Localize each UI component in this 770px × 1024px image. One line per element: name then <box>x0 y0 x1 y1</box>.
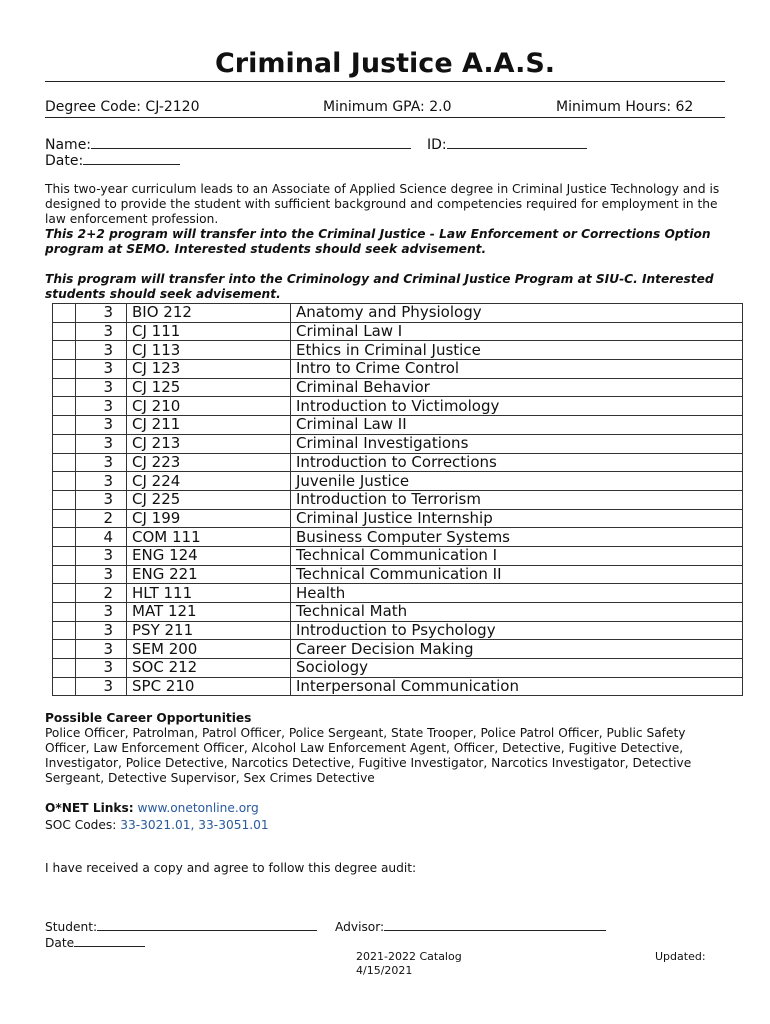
course-code: CJ 223 <box>127 453 291 472</box>
course-code: CJ 210 <box>127 397 291 416</box>
course-check-cell[interactable] <box>53 528 76 547</box>
course-title: Interpersonal Communication <box>291 677 743 696</box>
id-field[interactable] <box>427 135 587 154</box>
onet-label: O*NET Links: <box>45 801 134 815</box>
course-check-cell[interactable] <box>53 304 76 323</box>
course-code: ENG 124 <box>127 546 291 565</box>
catalog-year: 2021-2022 Catalog <box>356 950 462 963</box>
course-row <box>53 509 743 528</box>
course-check-cell[interactable] <box>53 472 76 491</box>
course-row <box>53 565 743 584</box>
updated-label: Updated: <box>655 950 706 963</box>
course-code: HLT 111 <box>127 584 291 603</box>
course-code: CJ 113 <box>127 341 291 360</box>
course-hours: 3 <box>76 640 127 659</box>
course-title: Intro to Crime Control <box>291 360 743 379</box>
signature-date-label: Date <box>45 936 75 950</box>
course-code: SPC 210 <box>127 677 291 696</box>
id-label: ID: <box>427 137 447 153</box>
course-code: CJ 199 <box>127 509 291 528</box>
course-check-cell[interactable] <box>53 360 76 379</box>
course-check-cell[interactable] <box>53 378 76 397</box>
course-row <box>53 360 743 379</box>
course-code: CJ 224 <box>127 472 291 491</box>
course-check-cell[interactable] <box>53 584 76 603</box>
course-check-cell[interactable] <box>53 322 76 341</box>
course-hours: 3 <box>76 360 127 379</box>
course-code: CJ 213 <box>127 434 291 453</box>
catalog-date: 4/15/2021 <box>356 964 413 977</box>
course-title: Criminal Law II <box>291 416 743 435</box>
course-hours: 3 <box>76 659 127 678</box>
signature-date[interactable] <box>45 933 145 951</box>
course-row <box>53 304 743 323</box>
course-title: Criminal Law I <box>291 322 743 341</box>
course-title: Introduction to Terrorism <box>291 490 743 509</box>
course-row <box>53 640 743 659</box>
course-title: Anatomy and Physiology <box>291 304 743 323</box>
course-title: Career Decision Making <box>291 640 743 659</box>
course-hours: 3 <box>76 490 127 509</box>
course-title: Introduction to Psychology <box>291 621 743 640</box>
course-title: Health <box>291 584 743 603</box>
course-code: CJ 225 <box>127 490 291 509</box>
info-divider <box>45 117 725 118</box>
course-check-cell[interactable] <box>53 565 76 584</box>
course-code: BIO 212 <box>127 304 291 323</box>
course-code: ENG 221 <box>127 565 291 584</box>
course-check-cell[interactable] <box>53 640 76 659</box>
course-code: COM 111 <box>127 528 291 547</box>
soc-codes-link[interactable]: 33-3021.01, 33-3051.01 <box>120 818 269 832</box>
course-hours: 3 <box>76 378 127 397</box>
course-hours: 3 <box>76 322 127 341</box>
course-row <box>53 621 743 640</box>
course-check-cell[interactable] <box>53 416 76 435</box>
course-code: CJ 123 <box>127 360 291 379</box>
onet-link[interactable]: www.onetonline.org <box>137 801 259 815</box>
course-title: Ethics in Criminal Justice <box>291 341 743 360</box>
course-title: Technical Math <box>291 603 743 622</box>
course-title: Introduction to Corrections <box>291 453 743 472</box>
course-check-cell[interactable] <box>53 453 76 472</box>
signature-date-line <box>74 933 145 947</box>
semo-transfer-note: This 2+2 program will transfer into the Criminal Justice - Law Enforcement or Corrections Option program at SEMO. Interested students should seek advisement. <box>45 227 711 256</box>
course-title: Sociology <box>291 659 743 678</box>
name-line <box>91 135 411 149</box>
course-hours: 3 <box>76 434 127 453</box>
advisor-line <box>384 917 606 931</box>
course-check-cell[interactable] <box>53 546 76 565</box>
course-hours: 3 <box>76 546 127 565</box>
course-hours: 3 <box>76 341 127 360</box>
course-row <box>53 322 743 341</box>
course-code: SOC 212 <box>127 659 291 678</box>
course-row <box>53 603 743 622</box>
course-hours: 3 <box>76 416 127 435</box>
course-check-cell[interactable] <box>53 341 76 360</box>
course-hours: 3 <box>76 304 127 323</box>
course-check-cell[interactable] <box>53 490 76 509</box>
course-title: Juvenile Justice <box>291 472 743 491</box>
course-code: SEM 200 <box>127 640 291 659</box>
onet-row <box>45 801 259 816</box>
course-row <box>53 584 743 603</box>
course-hours: 3 <box>76 453 127 472</box>
course-row <box>53 397 743 416</box>
course-check-cell[interactable] <box>53 434 76 453</box>
course-title: Introduction to Victimology <box>291 397 743 416</box>
course-title: Criminal Justice Internship <box>291 509 743 528</box>
id-line <box>447 135 587 149</box>
course-row <box>53 434 743 453</box>
agreement-text: I have received a copy and agree to follow this degree audit: <box>45 861 417 875</box>
course-title: Technical Communication II <box>291 565 743 584</box>
page-title: Criminal Justice A.A.S. <box>214 48 556 79</box>
careers-heading: Possible Career Opportunities <box>45 711 252 725</box>
course-row <box>53 659 743 678</box>
course-hours: 3 <box>76 472 127 491</box>
degree-code: Degree Code: CJ-2120 <box>45 99 200 115</box>
date-line <box>83 151 180 165</box>
course-hours: 3 <box>76 565 127 584</box>
course-hours: 4 <box>76 528 127 547</box>
siuc-transfer-note: This program will transfer into the Criminology and Criminal Justice Program at SIU-C. Interested students should seek advisement. <box>45 272 714 301</box>
course-check-cell[interactable] <box>53 659 76 678</box>
course-row <box>53 453 743 472</box>
course-code: MAT 121 <box>127 603 291 622</box>
minimum-gpa: Minimum GPA: 2.0 <box>323 99 452 115</box>
course-code: CJ 125 <box>127 378 291 397</box>
course-check-cell[interactable] <box>53 509 76 528</box>
course-code: CJ 211 <box>127 416 291 435</box>
course-table <box>52 303 743 696</box>
course-hours: 3 <box>76 621 127 640</box>
course-code: CJ 111 <box>127 322 291 341</box>
course-title: Criminal Investigations <box>291 434 743 453</box>
course-check-cell[interactable] <box>53 603 76 622</box>
course-hours: 3 <box>76 677 127 696</box>
name-label: Name: <box>45 137 92 153</box>
course-code: PSY 211 <box>127 621 291 640</box>
course-row <box>53 546 743 565</box>
date-label: Date: <box>45 153 84 169</box>
course-check-cell[interactable] <box>53 621 76 640</box>
minimum-hours: Minimum Hours: 62 <box>556 99 694 115</box>
student-label: Student: <box>45 920 98 934</box>
program-description: This two-year curriculum leads to an Associate of Applied Science degree in Criminal Justice Technology and is designed to provide the student with sufficient background and competencies required for employment in the law enforcement profession. <box>45 182 720 226</box>
title-divider <box>45 81 725 82</box>
course-row <box>53 528 743 547</box>
date-field[interactable] <box>45 151 180 170</box>
course-title: Criminal Behavior <box>291 378 743 397</box>
course-row <box>53 416 743 435</box>
course-hours: 3 <box>76 397 127 416</box>
advisor-label: Advisor: <box>335 920 385 934</box>
careers-list: Police Officer, Patrolman, Patrol Officer, Police Sergeant, State Trooper, Police Patrol Officer, Public Safety Officer, Law Enforcement Officer, Alcohol Law Enforcement Agent, Officer, Detective, Fugitive Detective, Investigator, Police Detective, Narcotics Detective, Fugitive Investigator, Narcotics Investigator, Detective Sergeant, Detective Supervisor, Sex Crimes Detective <box>45 726 692 785</box>
student-line <box>97 917 317 931</box>
course-title: Business Computer Systems <box>291 528 743 547</box>
course-hours: 2 <box>76 509 127 528</box>
course-row <box>53 472 743 491</box>
course-title: Technical Communication I <box>291 546 743 565</box>
course-hours: 3 <box>76 603 127 622</box>
soc-label: SOC Codes: <box>45 818 117 832</box>
course-check-cell[interactable] <box>53 677 76 696</box>
course-row <box>53 677 743 696</box>
course-row <box>53 341 743 360</box>
soc-row <box>45 818 269 833</box>
course-check-cell[interactable] <box>53 397 76 416</box>
advisor-signature[interactable] <box>335 917 606 935</box>
course-row <box>53 490 743 509</box>
course-row <box>53 378 743 397</box>
course-hours: 2 <box>76 584 127 603</box>
